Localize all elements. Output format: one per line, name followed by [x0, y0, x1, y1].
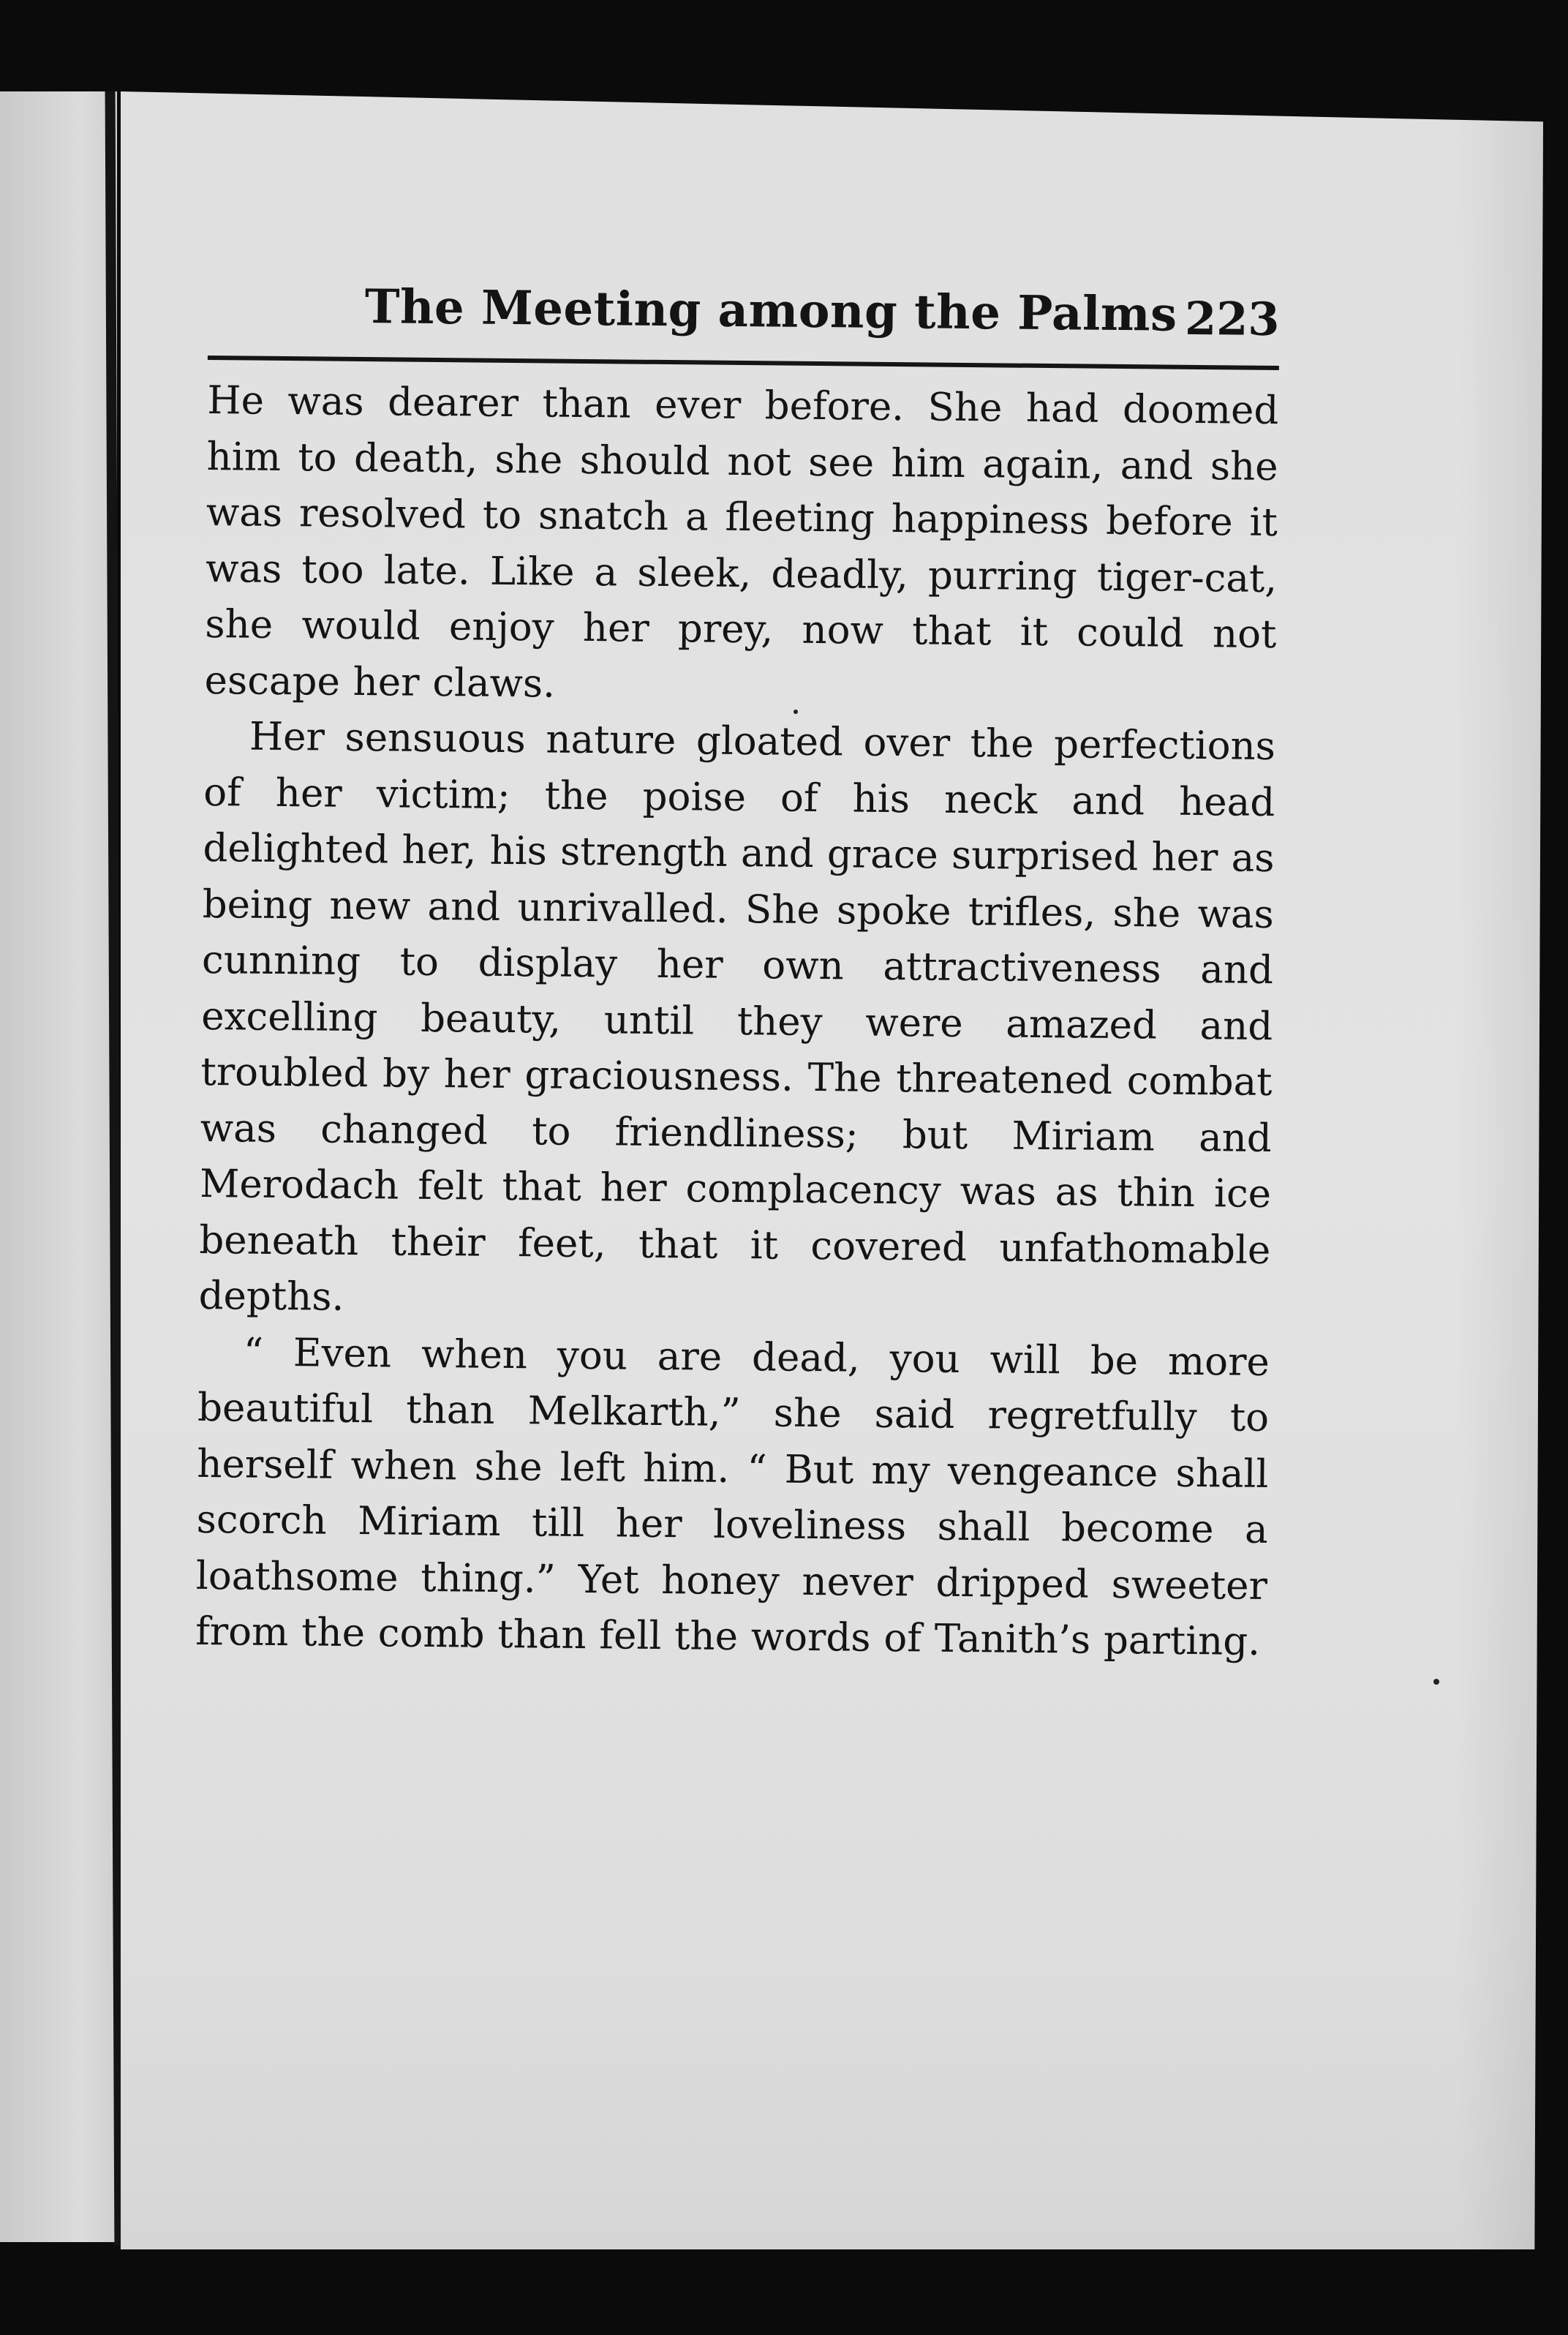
paragraph-2: Her sensuous nature gloated over the perfections of her victim; the poise of his neck and head delighted her, his strength and grace surprised her as being new and unrivalled. She spoke trifles, she was cunning to display her own attractiveness and excelling beauty, until they were amazed and troubled by her graciousness. The threatened combat was changed to friendliness; but Miriam and Merodach felt that her complacency was as thin ice beneath their feet, that it covered unfathomable depths.: [198, 714, 1276, 1320]
running-head: [208, 278, 1280, 360]
running-head-title: The Meeting among the Palms: [364, 279, 1177, 342]
page-number: 223: [1184, 291, 1280, 347]
paragraph-1: He was dearer than ever before. She had doomed him to death, she should not see him again, and she was resolved to snatch a fleeting happiness before it was too late. Like a sleek, deadly, purring tiger-cat, she would enjoy her prey, now that it could not escape her claws.: [204, 377, 1279, 707]
paragraph-3: “ Even when you are dead, you will be more beautiful than Melkarth,” she said regretfully to herself when she left him. “ But my vengeance shall scorch Miriam till her loveliness shall become a loathsome thing.” Yet honey never dripped sweeter from the comb than fell the words of Tanith’s parting.: [195, 1330, 1270, 1664]
facing-page-edge: [0, 91, 117, 2242]
dust-speck: [1433, 1679, 1439, 1685]
page-content: [195, 278, 1280, 1670]
page-shadow: [1455, 91, 1543, 2249]
